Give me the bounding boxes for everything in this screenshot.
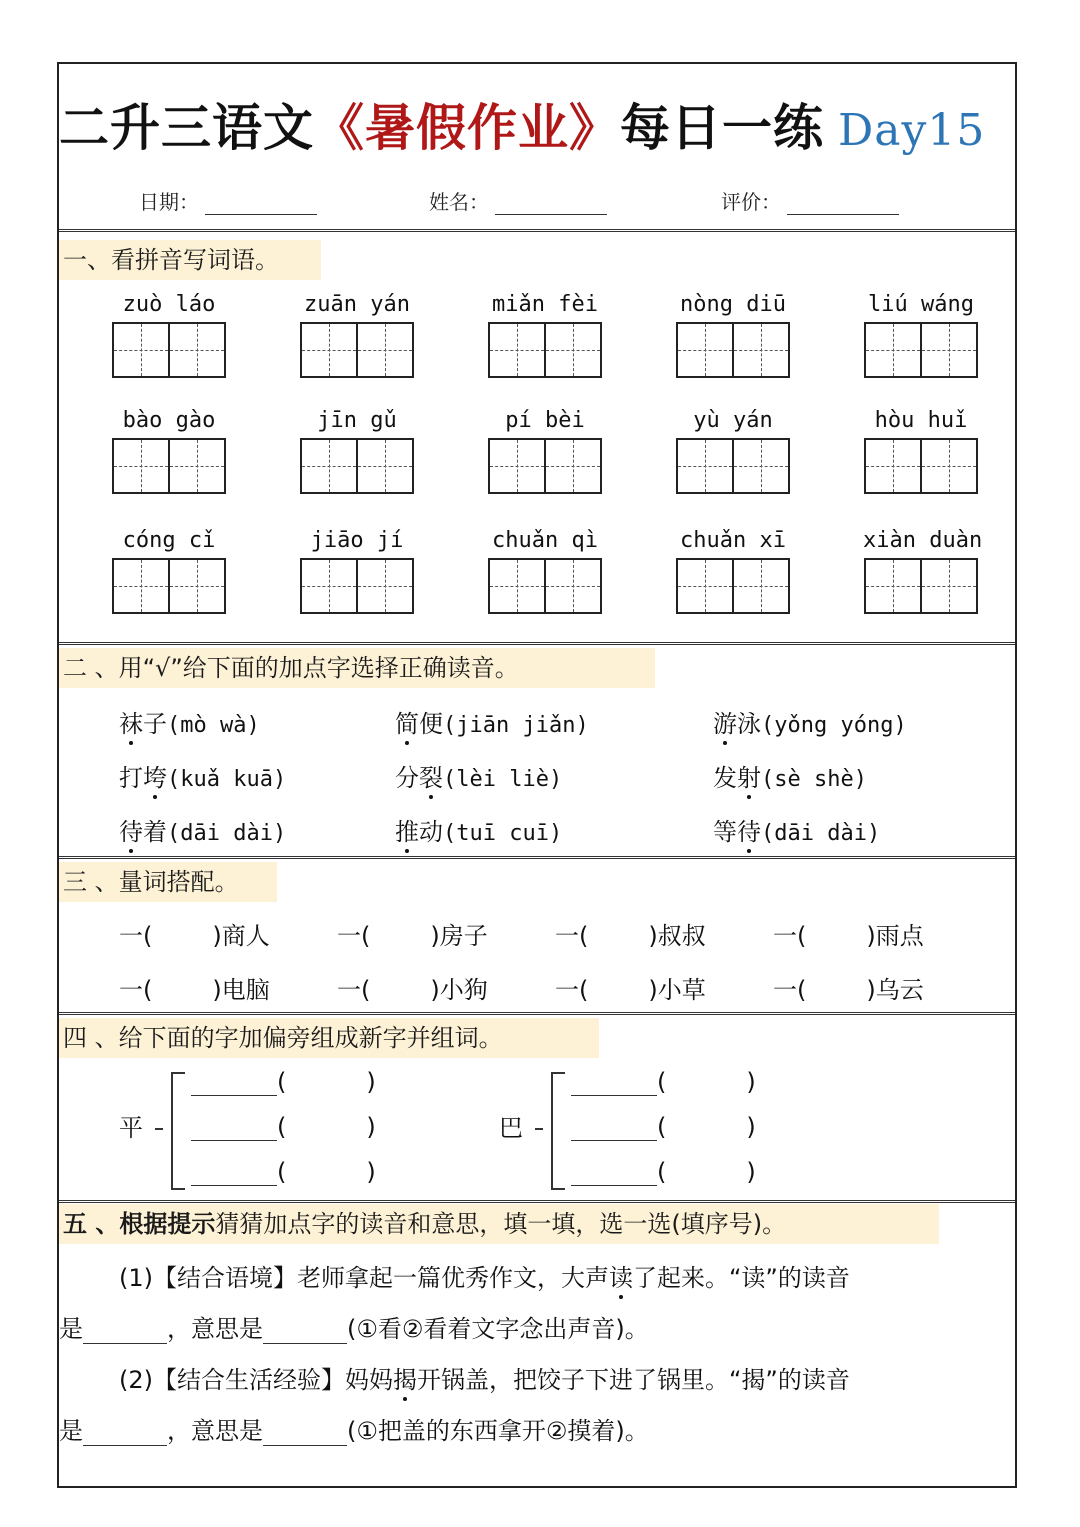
grade-label: 评价： <box>721 190 781 214</box>
word-char: 分 <box>395 764 419 792</box>
writing-grid[interactable] <box>864 438 978 494</box>
writing-cell[interactable] <box>302 324 356 376</box>
writing-cell[interactable] <box>732 324 788 376</box>
measure-word-item <box>119 970 270 1005</box>
writing-cell[interactable] <box>356 560 412 612</box>
writing-cell[interactable] <box>544 324 600 376</box>
word-char: 发 <box>713 764 737 792</box>
pinyin-item <box>863 290 979 378</box>
name-field[interactable] <box>429 186 607 215</box>
writing-grid[interactable] <box>488 438 602 494</box>
writing-grid[interactable] <box>676 558 790 614</box>
word-paren[interactable] <box>277 1113 381 1141</box>
measure-word-item <box>773 970 924 1005</box>
writing-cell[interactable] <box>168 440 224 492</box>
measure-word-item <box>555 916 706 951</box>
measure-word-item <box>337 916 488 951</box>
noun: 雨点 <box>875 922 924 950</box>
writing-cell[interactable] <box>114 560 168 612</box>
q1-dotted-char: 读 <box>609 1258 633 1293</box>
writing-cell[interactable] <box>490 440 544 492</box>
noun: 商人 <box>221 922 270 950</box>
pinyin-options[interactable]: (dāi dài) <box>761 821 881 846</box>
pinyin-text: cóng cǐ <box>122 528 216 553</box>
measure-prefix: 一( <box>337 922 371 950</box>
pinyin-item <box>487 526 603 614</box>
pinyin-text: yù yán <box>693 408 773 433</box>
measure-word-item <box>119 916 270 951</box>
fill-row <box>571 1158 761 1186</box>
q2-line1 <box>59 1360 1079 1395</box>
q2-is: 是 <box>59 1417 83 1445</box>
new-char-blank[interactable] <box>571 1071 657 1096</box>
fill-row <box>571 1113 761 1141</box>
open-paren: ( <box>657 1068 667 1096</box>
q1-choices: (①看②看着文字念出声音)。 <box>347 1315 649 1343</box>
writing-cell[interactable] <box>678 440 732 492</box>
q2-hint: 【结合生活经验】 <box>153 1366 345 1394</box>
q2-dotted-char: 揭 <box>393 1360 417 1395</box>
q2-meaning-blank[interactable] <box>263 1421 347 1446</box>
q1-is: 是 <box>59 1315 83 1343</box>
divider <box>59 642 1015 645</box>
measure-prefix: 一( <box>555 976 589 1004</box>
measure-close: ) <box>212 922 222 950</box>
section3-title: 三 、量词搭配。 <box>59 862 277 902</box>
writing-grid[interactable] <box>676 322 790 378</box>
writing-cell[interactable] <box>866 324 920 376</box>
pronunciation-item <box>119 758 286 793</box>
word-paren[interactable] <box>277 1068 381 1096</box>
measure-close: ) <box>430 922 440 950</box>
new-char-blank[interactable] <box>191 1071 277 1096</box>
word-char: 简 <box>395 704 419 739</box>
writing-cell[interactable] <box>920 440 976 492</box>
pinyin-text: xiàn duàn <box>863 528 983 553</box>
q1-text-end: 了起来。“读”的读音 <box>633 1264 850 1292</box>
noun: 房子 <box>439 922 488 950</box>
measure-close: ) <box>866 976 876 1004</box>
pinyin-options[interactable]: (jiān jiǎn) <box>443 713 589 738</box>
date-label: 日期： <box>139 190 199 214</box>
pinyin-item <box>863 406 979 494</box>
pinyin-text: chuǎn qì <box>492 528 598 553</box>
measure-close: ) <box>648 922 658 950</box>
noun: 小草 <box>657 976 706 1004</box>
pinyin-options[interactable]: (dāi dài) <box>167 821 287 846</box>
pronunciation-item <box>395 812 562 847</box>
measure-prefix: 一( <box>119 922 153 950</box>
writing-cell[interactable] <box>168 324 224 376</box>
measure-close: ) <box>866 922 876 950</box>
pinyin-item <box>675 406 791 494</box>
measure-prefix: 一( <box>773 922 807 950</box>
divider <box>59 856 1015 859</box>
word-paren[interactable] <box>657 1158 761 1186</box>
section1-title: 一、看拼音写词语。 <box>59 240 321 280</box>
pronunciation-item <box>119 704 260 739</box>
word-char: 袜 <box>119 704 143 739</box>
writing-cell[interactable] <box>866 440 920 492</box>
measure-prefix: 一( <box>555 922 589 950</box>
grade-field[interactable] <box>721 186 899 215</box>
noun: 乌云 <box>875 976 924 1004</box>
brace-tick <box>155 1128 163 1130</box>
noun: 叔叔 <box>657 922 706 950</box>
pinyin-item <box>111 406 227 494</box>
pinyin-options[interactable]: (sè shè) <box>761 767 867 792</box>
writing-grid[interactable] <box>676 438 790 494</box>
new-char-blank[interactable] <box>191 1161 277 1186</box>
section4-title: 四 、给下面的字加偏旁组成新字并组词。 <box>59 1018 599 1058</box>
divider <box>59 229 1015 232</box>
section5-title <box>59 1204 939 1244</box>
brace-tick <box>535 1128 543 1130</box>
q1-meaning-blank[interactable] <box>263 1319 347 1344</box>
brace <box>551 1072 565 1190</box>
measure-close: ) <box>648 976 658 1004</box>
word-paren[interactable] <box>277 1158 381 1186</box>
writing-cell[interactable] <box>732 560 788 612</box>
writing-cell[interactable] <box>544 440 600 492</box>
brace <box>171 1072 185 1190</box>
measure-word-item <box>337 970 488 1005</box>
q1-line1 <box>59 1258 1079 1293</box>
writing-cell[interactable] <box>168 560 224 612</box>
pinyin-text: jīn gǔ <box>317 408 397 433</box>
fill-row <box>191 1113 381 1141</box>
date-blank[interactable] <box>205 196 317 215</box>
pinyin-item <box>675 526 791 614</box>
word-char: 打 <box>119 764 143 792</box>
close-paren: ) <box>746 1113 756 1141</box>
divider <box>59 1012 1015 1015</box>
measure-word-item <box>555 970 706 1005</box>
q2-line2 <box>59 1411 1019 1446</box>
writing-cell[interactable] <box>114 440 168 492</box>
writing-cell[interactable] <box>302 440 356 492</box>
pronunciation-item <box>713 704 907 739</box>
pinyin-item <box>111 526 227 614</box>
pinyin-item <box>487 406 603 494</box>
q1-hint: 【结合语境】 <box>153 1264 297 1292</box>
day-label: Day15 <box>838 105 986 156</box>
pinyin-options[interactable]: (mò wà) <box>167 713 260 738</box>
q1-pronunciation-blank[interactable] <box>83 1319 167 1344</box>
close-paren: ) <box>366 1158 376 1186</box>
noun: 小狗 <box>439 976 488 1004</box>
writing-cell[interactable] <box>920 324 976 376</box>
writing-grid[interactable] <box>300 322 414 378</box>
pronunciation-item <box>395 758 562 793</box>
measure-close: ) <box>212 976 222 1004</box>
close-paren: ) <box>746 1068 756 1096</box>
q2-number: (2) <box>119 1366 153 1394</box>
pinyin-item <box>299 526 415 614</box>
writing-grid[interactable] <box>488 322 602 378</box>
word-char: 射 <box>737 758 761 793</box>
writing-cell[interactable] <box>732 440 788 492</box>
pronunciation-item <box>395 704 589 739</box>
pronunciation-item <box>119 812 286 847</box>
word-char: 便 <box>419 710 443 738</box>
writing-cell[interactable] <box>678 324 732 376</box>
name-blank[interactable] <box>495 196 607 215</box>
pinyin-text: liú wáng <box>868 292 974 317</box>
page-title <box>59 88 1019 158</box>
word-char: 等 <box>713 818 737 846</box>
writing-grid[interactable] <box>112 438 226 494</box>
word-char: 子 <box>143 710 167 738</box>
word-char: 着 <box>143 818 167 846</box>
pronunciation-item <box>713 812 880 847</box>
pinyin-options[interactable]: (yǒng yóng) <box>761 713 907 738</box>
writing-cell[interactable] <box>114 324 168 376</box>
writing-grid[interactable] <box>112 322 226 378</box>
open-paren: ( <box>277 1068 287 1096</box>
word-char: 推 <box>395 812 419 847</box>
pinyin-item <box>675 290 791 378</box>
open-paren: ( <box>657 1158 667 1186</box>
divider <box>59 1200 1015 1203</box>
new-char-blank[interactable] <box>191 1116 277 1141</box>
section5-title-rest: 猜猜加点字的读音和意思，填一填，选一选(填序号)。 <box>215 1210 787 1238</box>
word-char: 游 <box>713 704 737 739</box>
word-paren[interactable] <box>657 1068 761 1096</box>
q1-meaning-label: ，意思是 <box>167 1315 263 1343</box>
writing-cell[interactable] <box>544 560 600 612</box>
pinyin-text: pí bèi <box>505 408 585 433</box>
name-label: 姓名： <box>429 190 489 214</box>
writing-cell[interactable] <box>490 560 544 612</box>
pinyin-text: jiāo jí <box>310 528 404 553</box>
pinyin-options[interactable]: (tuī cuī) <box>443 821 563 846</box>
pinyin-text: miǎn fèi <box>492 292 598 317</box>
pinyin-item <box>487 290 603 378</box>
pinyin-item <box>299 406 415 494</box>
section5-title-bold: 五 、根据提示 <box>63 1210 216 1238</box>
q2-pronunciation-blank[interactable] <box>83 1421 167 1446</box>
fill-row <box>571 1068 761 1096</box>
pinyin-text: chuǎn xī <box>680 528 786 553</box>
pronunciation-item <box>713 758 867 793</box>
measure-prefix: 一( <box>773 976 807 1004</box>
word-char: 待 <box>737 812 761 847</box>
pinyin-item <box>111 290 227 378</box>
q2-text: 妈妈 <box>345 1366 393 1394</box>
measure-prefix: 一( <box>119 976 153 1004</box>
close-paren: ) <box>366 1068 376 1096</box>
pinyin-text: bào gào <box>122 408 216 433</box>
measure-prefix: 一( <box>337 976 371 1004</box>
writing-cell[interactable] <box>302 560 356 612</box>
open-paren: ( <box>657 1113 667 1141</box>
q1-number: (1) <box>119 1264 153 1292</box>
writing-cell[interactable] <box>920 560 976 612</box>
title-prefix: 二升三语文 <box>59 99 314 157</box>
pinyin-item <box>299 290 415 378</box>
measure-word-item <box>773 916 924 951</box>
writing-grid[interactable] <box>300 558 414 614</box>
writing-grid[interactable] <box>300 438 414 494</box>
new-char-blank[interactable] <box>571 1161 657 1186</box>
writing-cell[interactable] <box>866 560 920 612</box>
worksheet <box>57 62 1017 1488</box>
writing-grid[interactable] <box>864 558 978 614</box>
writing-grid[interactable] <box>488 558 602 614</box>
pinyin-text: hòu huǐ <box>874 408 968 433</box>
noun: 电脑 <box>221 976 270 1004</box>
pinyin-options[interactable]: (lèi liè) <box>443 767 563 792</box>
close-paren: ) <box>366 1113 376 1141</box>
q2-choices: (①把盖的东西拿开②摸着)。 <box>347 1417 649 1445</box>
fill-row <box>191 1158 381 1186</box>
open-paren: ( <box>277 1113 287 1141</box>
q1-text: 老师拿起一篇优秀作文，大声 <box>297 1264 609 1292</box>
writing-cell[interactable] <box>678 560 732 612</box>
q2-text-end: 开锅盖，把饺子下进了锅里。“揭”的读音 <box>417 1366 850 1394</box>
word-paren[interactable] <box>657 1113 761 1141</box>
word-char: 裂 <box>419 758 443 793</box>
base-char: 平 <box>119 1114 143 1142</box>
q2-meaning-label: ，意思是 <box>167 1417 263 1445</box>
pinyin-text: zuān yán <box>304 292 410 317</box>
writing-cell[interactable] <box>356 324 412 376</box>
word-char: 动 <box>419 818 443 846</box>
title-highlight: 《暑假作业》 <box>314 99 620 157</box>
title-suffix: 每日一练 <box>620 99 824 157</box>
close-paren: ) <box>746 1158 756 1186</box>
base-char: 巴 <box>499 1114 523 1142</box>
date-field[interactable] <box>139 186 317 215</box>
grade-blank[interactable] <box>787 196 899 215</box>
pinyin-text: zuò láo <box>122 292 216 317</box>
q1-line2 <box>59 1309 1019 1344</box>
writing-grid[interactable] <box>112 558 226 614</box>
new-char-blank[interactable] <box>571 1116 657 1141</box>
fill-row <box>191 1068 381 1096</box>
word-char: 待 <box>119 812 143 847</box>
pinyin-item <box>863 526 983 614</box>
pinyin-options[interactable]: (kuǎ kuā) <box>167 767 287 792</box>
pinyin-text: nòng diū <box>680 292 786 317</box>
word-char: 泳 <box>737 710 761 738</box>
open-paren: ( <box>277 1158 287 1186</box>
writing-cell[interactable] <box>490 324 544 376</box>
section2-title: 二 、用“√”给下面的加点字选择正确读音。 <box>59 648 655 688</box>
word-char: 垮 <box>143 758 167 793</box>
writing-grid[interactable] <box>864 322 978 378</box>
writing-cell[interactable] <box>356 440 412 492</box>
measure-close: ) <box>430 976 440 1004</box>
